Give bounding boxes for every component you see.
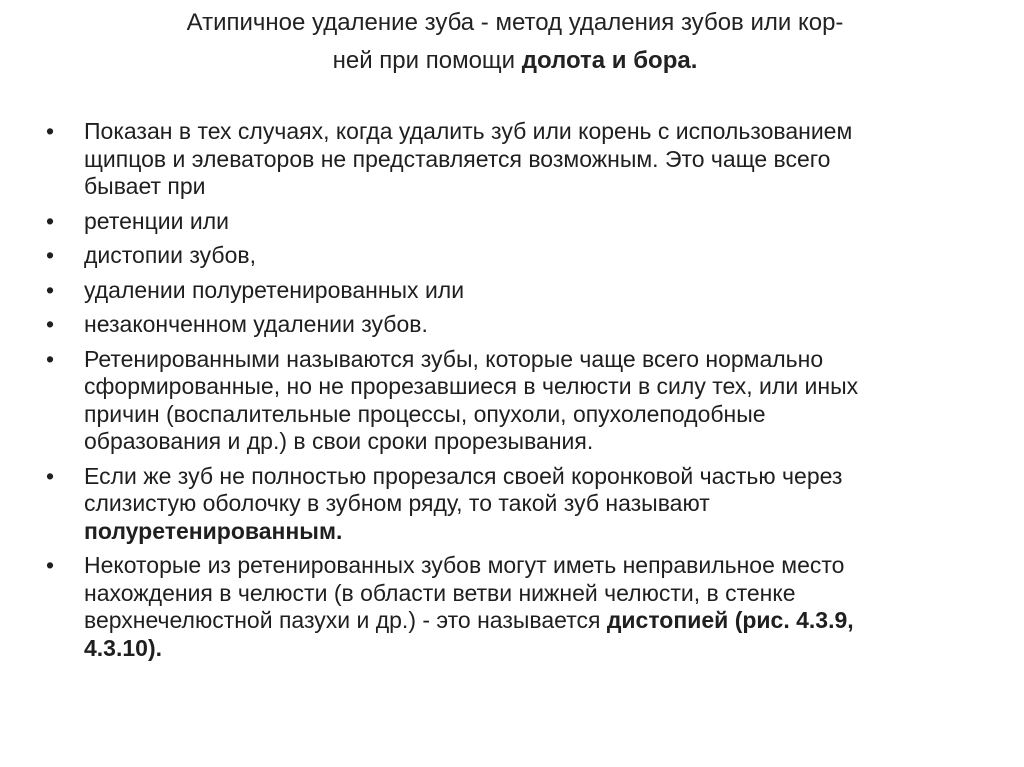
bullet-line: Если же зуб не полностью прорезался своей коронковой частью через xyxy=(84,462,843,489)
bullet-text xyxy=(84,277,976,305)
bullet-marker: • xyxy=(46,311,55,337)
bullet-text xyxy=(84,208,976,236)
bullet-line-bold: 4.3.10). xyxy=(84,634,162,661)
title-line-2-plain: ней при помощи xyxy=(332,47,522,74)
title-line-2 xyxy=(100,42,930,80)
bullet-line: бывает при xyxy=(84,173,206,199)
bullet-item xyxy=(46,463,976,546)
bullet-marker: • xyxy=(46,345,55,372)
title-line-1: Атипичное удаление зуба - метод удаления зубов или кор- xyxy=(186,9,844,36)
bullet-line: ретенции или xyxy=(84,207,229,234)
bullet-line: щипцов и элеваторов не представляется возможным. Это чаще всего xyxy=(84,145,831,172)
bullet-line-plain-part: верхнечелюстной пазухи и др.) - это называется xyxy=(84,607,607,633)
bullet-line: Показан в тех случаях, когда удалить зуб или корень с использованием xyxy=(84,118,853,144)
bullet-item xyxy=(46,346,976,456)
bullet-text xyxy=(84,242,976,270)
bullet-line-bold: полуретенированным. xyxy=(84,517,343,544)
bullet-item xyxy=(46,311,976,339)
bullet-marker: • xyxy=(46,118,55,144)
bullet-item xyxy=(46,552,976,662)
bullet-line: Ретенированными называются зубы, которые чаще всего нормально xyxy=(84,345,824,372)
bullet-line: слизистую оболочку в зубном ряду, то такой зуб называют xyxy=(84,490,710,516)
bullet-marker: • xyxy=(46,552,55,578)
bullet-marker: • xyxy=(46,207,55,234)
bullet-text xyxy=(84,552,976,662)
bullet-line: Некоторые из ретенированных зубов могут иметь неправильное место xyxy=(84,552,845,578)
bullet-line: образования и др.) в свои сроки прорезывания. xyxy=(84,428,594,454)
bullet-marker: • xyxy=(46,462,55,489)
bullet-line: удалении полуретенированных или xyxy=(84,276,465,303)
bullet-text xyxy=(84,118,976,201)
bullet-text xyxy=(84,463,976,546)
bullet-line-bold-part: дистопией (рис. 4.3.9, xyxy=(606,607,854,633)
bullet-line: причин (воспалительные процессы, опухоли, опухолеподобные xyxy=(84,400,766,427)
bullet-item xyxy=(46,118,976,201)
bullet-marker: • xyxy=(46,242,55,268)
bullet-line: нахождения в челюсти (в области ветви нижней челюсти, в стенке xyxy=(84,579,796,606)
bullet-item xyxy=(46,242,976,270)
bullet-line: дистопии зубов, xyxy=(84,242,256,268)
bullet-list xyxy=(46,118,976,669)
bullet-text xyxy=(84,346,976,456)
bullet-item xyxy=(46,208,976,236)
bullet-line-mixed xyxy=(84,607,976,635)
bullet-text xyxy=(84,311,976,339)
bullet-marker: • xyxy=(46,276,55,303)
slide-title xyxy=(100,4,930,80)
bullet-line: незаконченном удалении зубов. xyxy=(84,311,428,337)
bullet-item xyxy=(46,277,976,305)
title-line-2-bold: долота и бора. xyxy=(521,47,698,74)
bullet-line: сформированные, но не прорезавшиеся в челюсти в силу тех, или иных xyxy=(84,373,859,399)
